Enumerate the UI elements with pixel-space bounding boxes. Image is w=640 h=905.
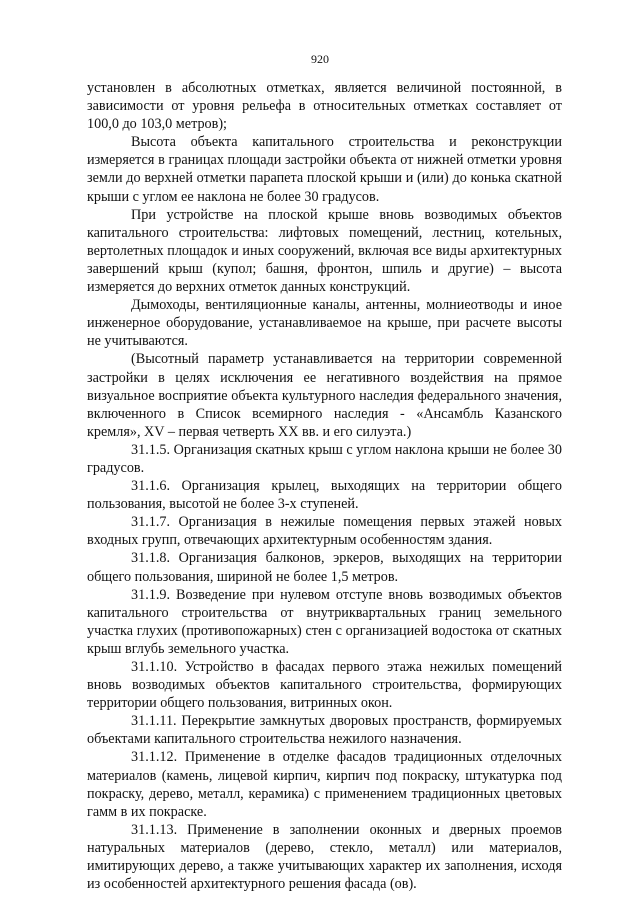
paragraph: 31.1.13. Применение в заполнении оконных и дверных проемов натуральных материалов (дерево, стекло, металл) или материалов, имитирующих дерево, а также учитывающих характер их заполнения, исходя из особенностей архитектурного решения фасада (ов). <box>87 821 562 893</box>
paragraph: 31.1.12. Применение в отделке фасадов традиционных отделочных материалов (камень, лицевой кирпич, кирпич под покраску, штукатурка под покраску, дерево, металл, керамика) с применением традиционных цветовых гамм в их покраске. <box>87 749 562 820</box>
page-number: 920 <box>311 52 329 66</box>
paragraph: 31.1.9. Возведение при нулевом отступе вновь возводимых объектов капитального строительства от внутриквартальных границ земельного участка глухих (противопожарных) стен с организацией водостока от скатных крыш вглубь земельного участка. <box>87 586 562 657</box>
paragraph: 31.1.6. Организация крылец, выходящих на территории общего пользования, высотой не более 3-х ступеней. <box>87 478 562 513</box>
paragraph: 31.1.8. Организация балконов, эркеров, выходящих на территории общего пользования, шириной не более 1,5 метров. <box>87 550 562 585</box>
paragraph: 31.1.5. Организация скатных крыш с углом наклона крыши не более 30 градусов. <box>87 441 562 476</box>
paragraph: 31.1.7. Организация в нежилые помещения первых этажей новых входных групп, отвечающих архитектурным особенностям здания. <box>87 514 562 549</box>
document-body <box>87 79 562 893</box>
paragraph: установлен в абсолютных отметках, является величиной постоянной, в зависимости от уровня рельефа в относительных отметках составляет от 100,0 до 103,0 метров); <box>87 80 562 133</box>
paragraph: 31.1.11. Перекрытие замкнутых дворовых пространств, формируемых объектами капитального строительства нежилого назначения. <box>87 713 562 748</box>
paragraph: (Высотный параметр устанавливается на территории современной застройки в целях исключения ее негативного воздействия на прямое визуальное восприятие объекта культурного наследия федерального значения, включенного в Список всемирного наследия - «Ансамбль Казанского кремля», XV – первая четверть XX вв. и его силуэта.) <box>87 351 562 440</box>
paragraph: 31.1.10. Устройство в фасадах первого этажа нежилых помещений вновь возводимых объектов капитального строительства, формирующих территории общего пользования, витринных окон. <box>87 659 562 712</box>
paragraph: Высота объекта капитального строительства и реконструкции измеряется в границах площади застройки объекта от нижней отметки уровня земли до верхней отметки парапета плоской крыши и (или) до конька скатной крыши с углом ее наклона не более 30 градусов. <box>87 134 562 205</box>
paragraph: Дымоходы, вентиляционные каналы, антенны, молниеотводы и иное инженерное оборудование, устанавливаемое на крыше, при расчете высоты не учитываются. <box>87 297 562 350</box>
paragraph: При устройстве на плоской крыше вновь возводимых объектов капитального строительства: лифтовых помещений, лестниц, котельных, вертолетных площадок и иных сооружений, включая все виды архитектурных завершений крыш (купол; башня, фронтон, шпиль и другие) – высота измеряется до верхних отметок данных конструкций. <box>87 206 562 296</box>
